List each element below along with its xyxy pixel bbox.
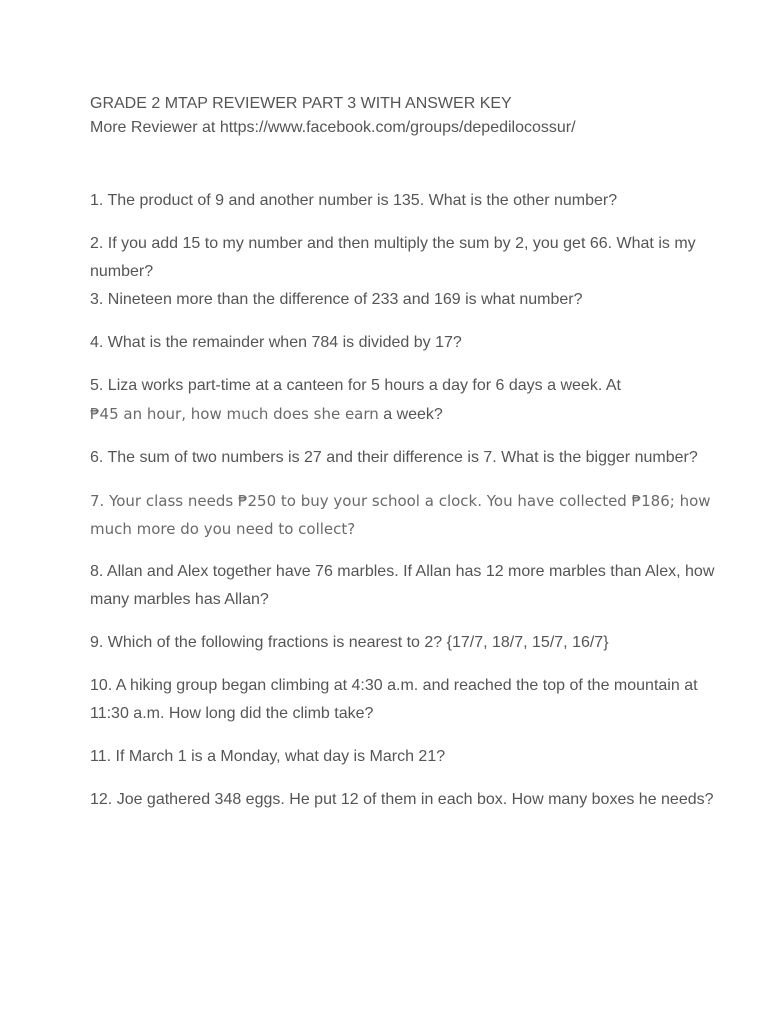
question-11: 11. If March 1 is a Monday, what day is March 21? xyxy=(90,748,446,765)
question-4: 4. What is the remainder when 784 is divided by 17? xyxy=(90,334,462,351)
question-12: 12. Joe gathered 348 eggs. He put 12 of them in each box. How many boxes he needs? xyxy=(90,791,714,808)
question-list xyxy=(90,187,730,814)
question-10: 10. A hiking group began climbing at 4:30 a.m. and reached the top of the mountain at 11:30 a.m. How long did the climb take? xyxy=(90,677,698,722)
question-3: 3. Nineteen more than the difference of 233 and 169 is what number? xyxy=(90,291,583,308)
document-subtitle: More Reviewer at https://www.facebook.com/groups/depedilocossur/ xyxy=(90,119,576,136)
question-5-part-a: 5. Liza works part-time at a canteen for 5 hours a day for 6 days a week. At xyxy=(90,377,621,394)
document-title: GRADE 2 MTAP REVIEWER PART 3 WITH ANSWER KEY xyxy=(90,95,512,112)
question-7: 7. Your class needs ₱250 to buy your school a clock. You have collected ₱186; how much more do you need to collect? xyxy=(90,492,711,538)
document-page xyxy=(90,92,730,829)
question-9: 9. Which of the following fractions is nearest to 2? {17/7, 18/7, 15/7, 16/7} xyxy=(90,634,609,651)
question-5-part-c: a week? xyxy=(378,406,443,423)
question-8: 8. Allan and Alex together have 76 marbles. If Allan has 12 more marbles than Alex, how many marbles has Allan? xyxy=(90,563,715,608)
question-5-part-b: ₱45 an hour, how much does she earn xyxy=(90,405,379,423)
question-6: 6. The sum of two numbers is 27 and their difference is 7. What is the bigger number? xyxy=(90,449,698,466)
question-2: 2. If you add 15 to my number and then multiply the sum by 2, you get 66. What is my number? xyxy=(90,235,696,280)
question-5 xyxy=(90,372,730,429)
question-1: 1. The product of 9 and another number is 135. What is the other number? xyxy=(90,192,618,209)
